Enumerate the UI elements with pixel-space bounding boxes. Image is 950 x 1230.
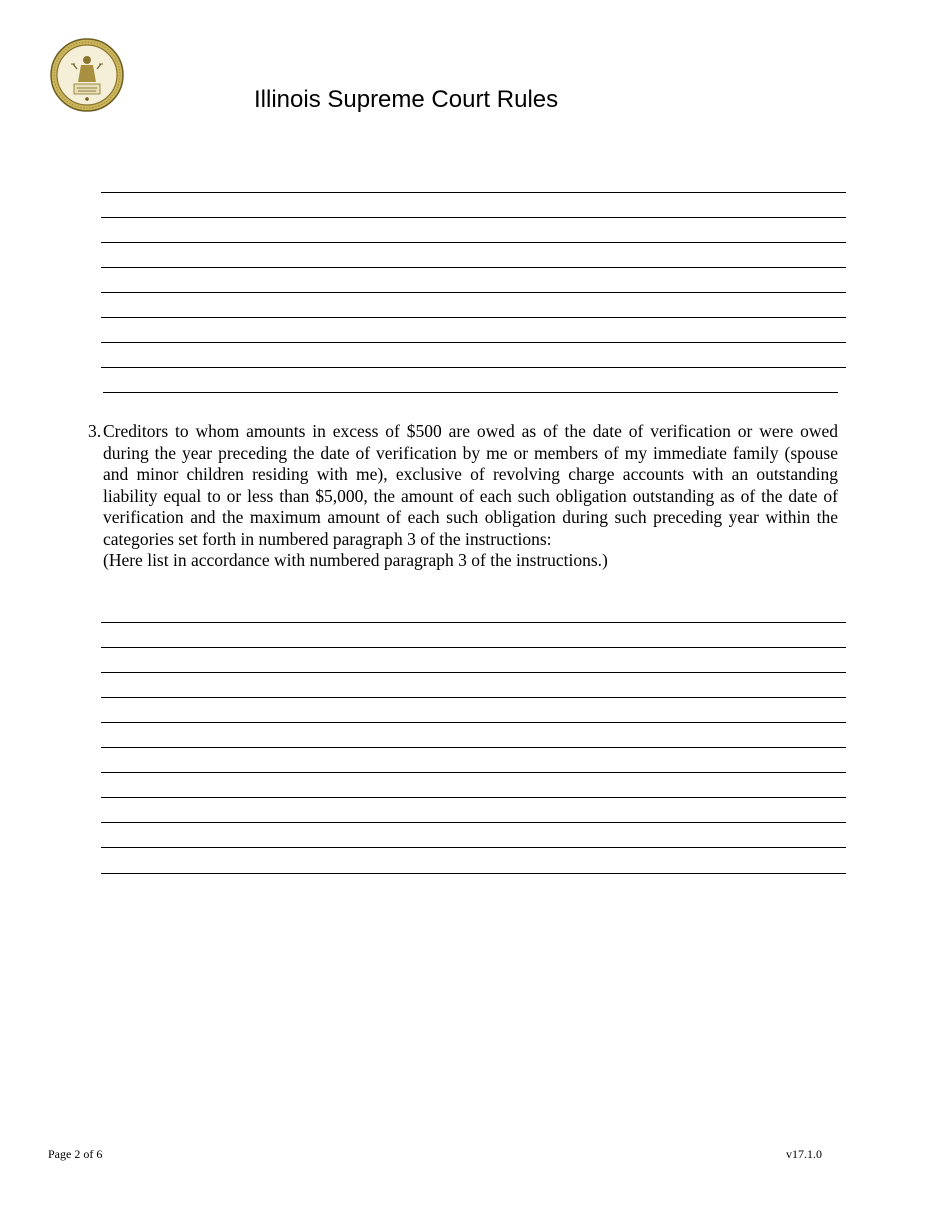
blank-answer-line[interactable] xyxy=(101,772,846,773)
blank-answer-line[interactable] xyxy=(101,217,846,218)
blank-answer-line[interactable] xyxy=(101,242,846,243)
page-title: Illinois Supreme Court Rules xyxy=(254,86,559,113)
blank-answer-line[interactable] xyxy=(101,622,846,623)
blank-answer-line[interactable] xyxy=(101,873,846,874)
section-3-paragraph xyxy=(88,421,838,572)
blank-answer-line[interactable] xyxy=(101,797,846,798)
blank-answer-line[interactable] xyxy=(101,747,846,748)
blank-answer-line[interactable] xyxy=(101,647,846,648)
page-number: Page 2 of 6 xyxy=(48,1147,103,1161)
blank-answer-line[interactable] xyxy=(101,672,846,673)
blank-answer-line[interactable] xyxy=(103,392,838,393)
blank-answer-line[interactable] xyxy=(101,847,846,848)
blank-answer-line[interactable] xyxy=(101,267,846,268)
blank-answer-line[interactable] xyxy=(101,722,846,723)
section-3-instruction-note: (Here list in accordance with numbered paragraph 3 of the instructions.) xyxy=(103,550,608,570)
blank-answer-line[interactable] xyxy=(101,342,846,343)
blank-answer-line[interactable] xyxy=(101,317,846,318)
blank-answer-line[interactable] xyxy=(101,697,846,698)
blank-answer-line[interactable] xyxy=(101,192,846,193)
section-number: 3. xyxy=(88,421,102,441)
section-3-text: Creditors to whom amounts in excess of $500 are owed as of the date of verification or were owed during the year preceding the date of verification by me or members of my immediate family (spouse and minor children residing with me), exclusive of revolving charge accounts with an outstanding liability equal to or less than $5,000, the amount of each such obligation outstanding as of the date of verification and the maximum amount of each such obligation during such preceding year within the categories set forth in numbered paragraph 3 of the instructions: xyxy=(103,421,838,549)
blank-answer-line[interactable] xyxy=(101,292,846,293)
blank-answer-line[interactable] xyxy=(101,822,846,823)
court-seal-icon xyxy=(50,38,124,112)
blank-answer-line[interactable] xyxy=(101,367,846,368)
form-version: v17.1.0 xyxy=(786,1147,822,1161)
